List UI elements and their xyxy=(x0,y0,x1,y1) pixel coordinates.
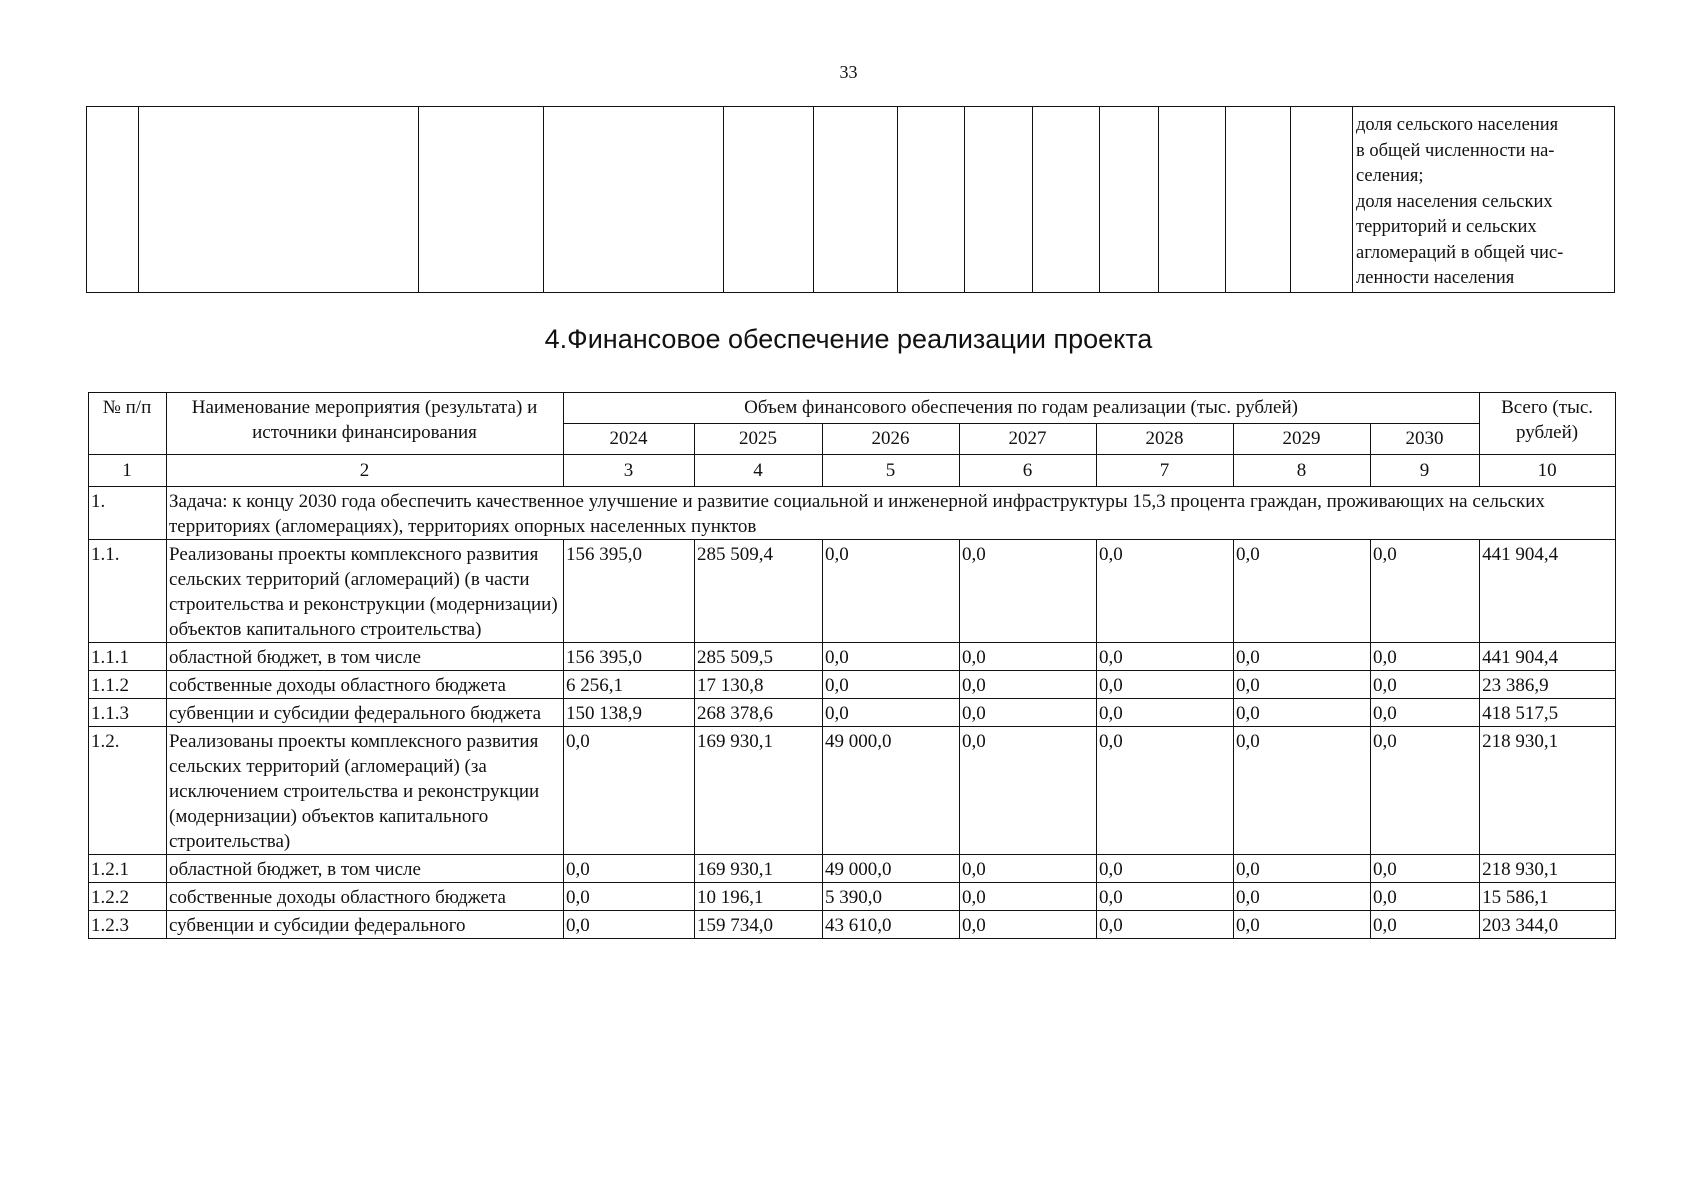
row-name: Реализованы проекты комплексного развития сельских территорий (агломераций) (за исключением строительства и реконструкции (модернизации) объектов капитального строительства) xyxy=(167,727,564,855)
row-name: областной бюджет, в том числе xyxy=(167,855,564,883)
indicator-line: доля сельского населения xyxy=(1356,115,1559,135)
year-value: 0,0 xyxy=(1097,699,1234,727)
empty-cell xyxy=(724,107,814,293)
year-value: 0,0 xyxy=(1371,540,1480,643)
row-num: 1.2.1 xyxy=(89,855,167,883)
row-total: 218 930,1 xyxy=(1480,727,1616,855)
row-num: 1.2. xyxy=(89,727,167,855)
header-year: 2027 xyxy=(960,424,1097,455)
indicator-line: селения; xyxy=(1356,166,1424,186)
empty-cell xyxy=(898,107,965,293)
continuation-table xyxy=(86,106,1615,293)
empty-cell xyxy=(1291,107,1353,293)
table-row xyxy=(89,671,1616,699)
year-value: 0,0 xyxy=(1234,855,1371,883)
indicator-line: в общей численности на- xyxy=(1356,140,1555,161)
year-value: 0,0 xyxy=(823,643,960,671)
row-total: 441 904,4 xyxy=(1480,540,1616,643)
year-value: 0,0 xyxy=(960,727,1097,855)
empty-cell xyxy=(419,107,544,293)
row-name: собственные доходы областного бюджета xyxy=(167,883,564,911)
row-total: 15 586,1 xyxy=(1480,883,1616,911)
header-num: № п/п xyxy=(89,393,167,455)
empty-cell xyxy=(1033,107,1100,293)
year-value: 0,0 xyxy=(1234,699,1371,727)
year-value: 0,0 xyxy=(1371,699,1480,727)
year-value: 0,0 xyxy=(1097,855,1234,883)
column-number: 4 xyxy=(695,455,823,487)
year-value: 0,0 xyxy=(1234,727,1371,855)
row-total: 218 930,1 xyxy=(1480,855,1616,883)
year-value: 0,0 xyxy=(1097,540,1234,643)
row-name: собственные доходы областного бюджета xyxy=(167,671,564,699)
row-num: 1.1. xyxy=(89,540,167,643)
row-name: субвенции и субсидии федерального xyxy=(167,911,564,939)
year-value: 268 378,6 xyxy=(695,699,823,727)
year-value: 17 130,8 xyxy=(695,671,823,699)
column-number: 3 xyxy=(564,455,695,487)
header-name: Наименование мероприятия (результата) и источники финансирования xyxy=(167,393,564,455)
row-num: 1.2.2 xyxy=(89,883,167,911)
year-value: 0,0 xyxy=(1371,671,1480,699)
header-total: Всего (тыс. рублей) xyxy=(1480,393,1616,455)
header-year: 2030 xyxy=(1371,424,1480,455)
year-value: 0,0 xyxy=(960,855,1097,883)
empty-cell xyxy=(814,107,898,293)
header-volume: Объем финансового обеспечения по годам реализации (тыс. рублей) xyxy=(564,393,1480,424)
task-num: 1. xyxy=(89,487,167,540)
table-row xyxy=(89,699,1616,727)
indicator-line: доля населения сельских xyxy=(1356,191,1553,212)
year-value: 285 509,4 xyxy=(695,540,823,643)
year-value: 49 000,0 xyxy=(823,727,960,855)
year-value: 156 395,0 xyxy=(564,643,695,671)
row-num: 1.1.2 xyxy=(89,671,167,699)
header-year: 2024 xyxy=(564,424,695,455)
row-num: 1.1.1 xyxy=(89,643,167,671)
year-value: 0,0 xyxy=(564,883,695,911)
row-name: областной бюджет, в том числе xyxy=(167,643,564,671)
year-value: 0,0 xyxy=(1234,911,1371,939)
empty-cell xyxy=(139,107,419,293)
year-value: 10 196,1 xyxy=(695,883,823,911)
column-number: 6 xyxy=(960,455,1097,487)
row-num: 1.1.3 xyxy=(89,699,167,727)
table-row xyxy=(89,911,1616,939)
row-num: 1.2.3 xyxy=(89,911,167,939)
header-row xyxy=(89,393,1616,424)
year-value: 0,0 xyxy=(960,643,1097,671)
row-total: 23 386,9 xyxy=(1480,671,1616,699)
year-value: 0,0 xyxy=(564,727,695,855)
header-year: 2029 xyxy=(1234,424,1371,455)
year-value: 156 395,0 xyxy=(564,540,695,643)
empty-cell xyxy=(1226,107,1291,293)
year-value: 0,0 xyxy=(1371,727,1480,855)
year-value: 0,0 xyxy=(1234,671,1371,699)
indicator-line: агломераций в общей чис- xyxy=(1356,242,1564,263)
year-value: 0,0 xyxy=(960,540,1097,643)
row-name: субвенции и субсидии федерального бюджета xyxy=(167,699,564,727)
indicator-description-cell xyxy=(1353,107,1615,293)
year-value: 0,0 xyxy=(1234,540,1371,643)
year-value: 0,0 xyxy=(1097,643,1234,671)
table-row xyxy=(89,883,1616,911)
task-text: Задача: к концу 2030 года обеспечить качественное улучшение и развитие социальной и инженерной инфраструктуры 15,3 процента граждан, проживающих на сельских территориях (агломерациях), территориях опорных населенных пунктов xyxy=(167,487,1616,540)
empty-cell xyxy=(965,107,1033,293)
year-value: 0,0 xyxy=(960,671,1097,699)
year-value: 0,0 xyxy=(1371,911,1480,939)
column-numbers-row xyxy=(89,455,1616,487)
column-number: 2 xyxy=(167,455,564,487)
year-value: 0,0 xyxy=(1371,883,1480,911)
year-value: 0,0 xyxy=(1097,727,1234,855)
row-total: 418 517,5 xyxy=(1480,699,1616,727)
table-row xyxy=(89,855,1616,883)
year-value: 0,0 xyxy=(1234,883,1371,911)
column-number: 1 xyxy=(89,455,167,487)
year-value: 0,0 xyxy=(823,699,960,727)
column-number: 10 xyxy=(1480,455,1616,487)
row-total: 441 904,4 xyxy=(1480,643,1616,671)
header-year: 2028 xyxy=(1097,424,1234,455)
header-year: 2025 xyxy=(695,424,823,455)
year-value: 0,0 xyxy=(1234,643,1371,671)
year-value: 169 930,1 xyxy=(695,855,823,883)
empty-cell xyxy=(1159,107,1226,293)
column-number: 8 xyxy=(1234,455,1371,487)
year-value: 49 000,0 xyxy=(823,855,960,883)
task-row xyxy=(89,487,1616,540)
year-value: 0,0 xyxy=(1371,855,1480,883)
year-value: 0,0 xyxy=(1097,883,1234,911)
year-value: 0,0 xyxy=(1371,643,1480,671)
year-value: 6 256,1 xyxy=(564,671,695,699)
year-value: 0,0 xyxy=(564,855,695,883)
financing-table xyxy=(88,392,1616,939)
page-number: 33 xyxy=(839,62,858,82)
year-value: 0,0 xyxy=(960,883,1097,911)
year-value: 0,0 xyxy=(960,911,1097,939)
table-row xyxy=(89,727,1616,855)
empty-cell xyxy=(1100,107,1159,293)
table-row xyxy=(89,540,1616,643)
year-value: 285 509,5 xyxy=(695,643,823,671)
year-value: 150 138,9 xyxy=(564,699,695,727)
year-value: 0,0 xyxy=(1097,911,1234,939)
row-name: Реализованы проекты комплексного развития сельских территорий (агломераций) (в части строительства и реконструкции (модернизации) объектов капитального строительства) xyxy=(167,540,564,643)
year-value: 0,0 xyxy=(960,699,1097,727)
empty-cell xyxy=(87,107,139,293)
year-value: 0,0 xyxy=(823,540,960,643)
indicator-line: территорий и сельских xyxy=(1356,217,1537,237)
year-value: 0,0 xyxy=(823,671,960,699)
column-number: 5 xyxy=(823,455,960,487)
year-value: 0,0 xyxy=(564,911,695,939)
indicator-line: ленности населения xyxy=(1356,268,1515,288)
section-title: 4.Финансовое обеспечение реализации проекта xyxy=(544,324,1153,354)
row-total: 203 344,0 xyxy=(1480,911,1616,939)
table-row xyxy=(89,643,1616,671)
column-number: 9 xyxy=(1371,455,1480,487)
year-value: 169 930,1 xyxy=(695,727,823,855)
year-value: 5 390,0 xyxy=(823,883,960,911)
empty-cell xyxy=(544,107,724,293)
year-value: 43 610,0 xyxy=(823,911,960,939)
year-value: 0,0 xyxy=(1097,671,1234,699)
header-year: 2026 xyxy=(823,424,960,455)
column-number: 7 xyxy=(1097,455,1234,487)
year-value: 159 734,0 xyxy=(695,911,823,939)
